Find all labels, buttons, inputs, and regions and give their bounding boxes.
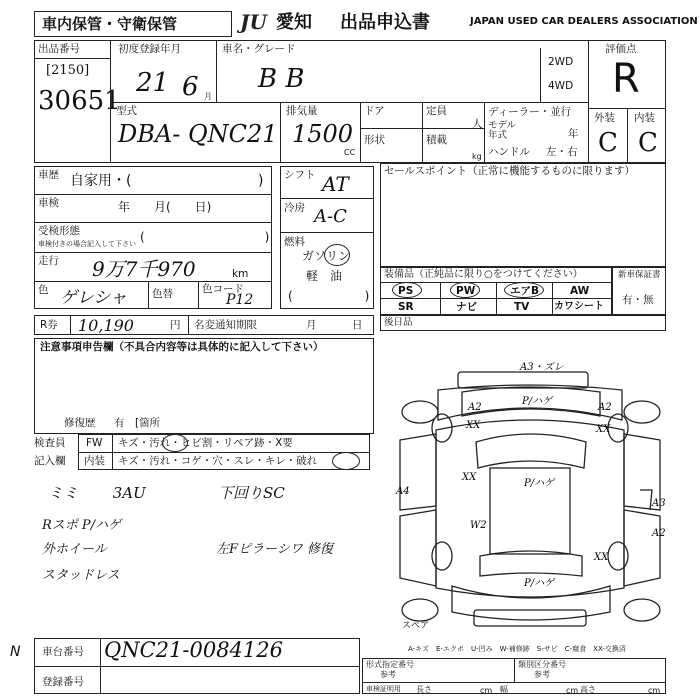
rcoupon-label: R券 (40, 319, 58, 331)
rear-frame (380, 315, 666, 331)
hand-note-4: 外ホイール (42, 542, 107, 557)
first-reg-month: 6 (182, 72, 199, 102)
equip-ps-circle (392, 282, 422, 298)
org-name: 愛知 (276, 12, 312, 33)
displacement-unit: CC (344, 148, 356, 157)
form-title: 出品申込書 (340, 12, 430, 33)
grade-value: B B (258, 64, 305, 94)
repair-opts: 有 [箇所 (114, 417, 161, 429)
recv-form-note: 車検付きの場合記入して下さい (38, 240, 136, 248)
recv-form-label: 受検形態 (38, 225, 80, 237)
exterior-label: 外装 (594, 112, 615, 124)
diag-mark-rear: P/ハゲ (524, 578, 555, 589)
form-spec-ref: 参考 (380, 670, 396, 679)
interior-label: 内装 (634, 112, 655, 124)
history-close: ) (258, 173, 264, 189)
fuel-paren: ( ) (288, 289, 370, 303)
interior-grade: C (638, 128, 658, 158)
tear-circle (332, 452, 360, 470)
capacity-unit: 人 (472, 118, 483, 130)
inspector-row1-tag: FW (86, 437, 103, 449)
fuel-gas: ガソリン (302, 249, 351, 263)
load-label: 積載 (426, 134, 447, 146)
inspection-label: 車検 (38, 197, 59, 209)
sales-point-frame (380, 163, 666, 267)
chassis-label: 車台番号 (42, 646, 84, 658)
diag-mark-a2-right: A2 (598, 402, 612, 413)
ac-value: A-C (314, 206, 347, 227)
height-label: 高さ (580, 685, 596, 694)
displacement-label: 排気量 (286, 105, 318, 117)
height-unit: cm (648, 686, 661, 695)
model-label: 型式 (116, 105, 137, 117)
lot-label: 出品番号 (38, 43, 80, 55)
diag-mark-a3-right: A3 (652, 498, 666, 509)
mileage-unit: km (232, 268, 249, 280)
diag-mark-xx-rear: XX (594, 552, 609, 563)
inspector-label-1: 検査員 (34, 437, 66, 449)
diag-mark-a3: A3・ズレ (520, 362, 564, 373)
damage-legend: A-キズ E-エクボ U-凹み W-補修跡 S-サビ C-腐食 XX-交換済 (408, 645, 626, 653)
mileage-label: 走行 (38, 255, 59, 267)
diag-mark-roof-center: P/ハゲ (524, 478, 555, 489)
drive-4wd: 4WD (548, 80, 574, 92)
handle-label: ハンドル (488, 146, 530, 158)
equip-sr: SR (398, 301, 414, 313)
shift-value: AT (322, 172, 349, 196)
width-label: 幅 (500, 685, 508, 694)
displacement-value: 1500 (292, 120, 354, 148)
dealer-label: ディーラー・並行 (488, 106, 572, 118)
form-spec-label: 形式指定番号 (366, 660, 414, 669)
expiry-month: 月 (306, 319, 317, 331)
fuel-gas-circle (324, 244, 350, 266)
diag-mark-xx-right: XX (596, 424, 611, 435)
diag-mark-a2-rear: A2 (652, 528, 666, 539)
color-value: ゲレシャ (60, 288, 127, 308)
storage-label: 車内保管・守衛保管 (42, 15, 178, 33)
color-change-label: 色替 (152, 288, 173, 300)
evaluation-score: R (612, 56, 640, 102)
stain-circle (162, 434, 188, 452)
inspector-row2-tag: 内装 (84, 455, 105, 467)
color-label: 色 (38, 284, 49, 296)
diag-mark-roof: P/ハゲ (522, 396, 553, 407)
org-english: JAPAN USED CAR DEALERS ASSOCIATION (470, 16, 698, 27)
diag-mark-a2-left: A2 (468, 402, 482, 413)
equip-pw-circle (450, 282, 480, 298)
length-unit: cm (480, 686, 493, 695)
expiry-day: 日 (352, 319, 363, 331)
exterior-grade: C (598, 128, 618, 158)
inspection-date: 年 月( 日) (118, 200, 212, 214)
hand-note-1: ミミ 3AU (48, 484, 146, 502)
spare-label: スペア (402, 621, 430, 631)
car-diagram (390, 350, 670, 635)
model-value: DBA- QNC21 (118, 120, 278, 148)
shift-label: シフト (284, 169, 316, 181)
repair-label: 修復歴 (64, 417, 96, 429)
evaluation-label: 評価点 (605, 43, 637, 55)
equip-navi: ナビ (456, 301, 477, 313)
rcoupon-unit: 円 (170, 319, 181, 331)
diag-mark-a4: A4 (396, 486, 410, 497)
cert-label: 車検証明用 (366, 685, 401, 693)
first-reg-label: 初度登録年月 (118, 43, 181, 55)
rcoupon-value: 10,190 (78, 316, 134, 335)
equip-airbag-circle (504, 282, 544, 298)
warranty-label: 新車保証書 (618, 270, 661, 280)
color-code-label: 色コード (202, 283, 244, 295)
registration-label: 登録番号 (42, 676, 84, 688)
inspector-row2: キズ・汚れ・コゲ・穴・スレ・キレ・破れ (118, 455, 318, 467)
fuel-diesel: 軽 油 (306, 269, 343, 283)
year-unit: 年 (568, 128, 579, 140)
first-reg-year: 21 (136, 68, 170, 98)
equip-aw: AW (570, 285, 590, 297)
expiry-label: 名変通知期限 (194, 319, 257, 331)
ac-label: 冷房 (284, 202, 305, 214)
color-code-value: P12 (226, 292, 254, 308)
equip-pw: PW (456, 285, 476, 297)
hand-note-6: スタッドレス (42, 568, 120, 583)
warranty-opts: 有・無 (622, 294, 654, 306)
fuel-label: 燃料 (284, 236, 305, 248)
shape-label: 形状 (364, 134, 385, 146)
width-unit: cm (566, 686, 579, 695)
hand-note-3: Rスポ P/ハゲ (42, 518, 122, 533)
hand-note-2: 下回りSC (218, 484, 285, 502)
inspector-row1: キズ・汚れ・ヒビ割・リペア跡・X要 (118, 437, 293, 449)
length-label: 長さ (416, 685, 432, 694)
cat-label: 類別区分番号 (518, 660, 566, 669)
diag-mark-w2: W2 (470, 520, 487, 531)
history-label: 車歴 (38, 169, 59, 181)
equip-airbag: エアB (510, 285, 540, 297)
inspector-label-2: 記入欄 (34, 455, 66, 467)
diag-mark-xx-mid: XX (462, 472, 477, 483)
load-unit: kg (472, 152, 482, 161)
notes-label: 注意事項申告欄（不具合内容等は具体的に記入して下さい） (40, 341, 324, 353)
equip-ps: PS (398, 285, 414, 297)
diag-mark-xx-left: XX (466, 420, 481, 431)
rear-label: 後日品 (384, 317, 413, 328)
chassis-value: QNC21-0084126 (104, 638, 284, 662)
model-year-label: モデル 年式 (488, 120, 517, 141)
mileage-value: 9万7千970 (92, 257, 196, 281)
equipment-label: 装備品（正純品に限り○をつけてください） (384, 269, 583, 280)
door-label: ドア (364, 105, 385, 117)
margin-mark: N (10, 644, 21, 660)
lot-number: 30651 (38, 86, 121, 116)
equip-seat: カワシート (554, 301, 604, 312)
hand-note-5: 左Fピラーシワ 修復 (216, 542, 333, 557)
cat-ref: 参考 (534, 670, 550, 679)
grade-label: 車名・グレード (222, 43, 296, 55)
drive-2wd: 2WD (548, 56, 574, 68)
lot-sub-number: [2150] (46, 63, 90, 78)
sales-point-label: セールスポイント（正常に機能するものに限ります） (384, 165, 636, 177)
equip-tv: TV (514, 301, 530, 313)
recv-form-paren: ( ) (140, 230, 270, 244)
ju-logo: JU (240, 10, 267, 34)
first-reg-month-unit: 月 (204, 92, 212, 101)
capacity-label: 定員 (426, 105, 447, 117)
history-value: 自家用・( (70, 173, 132, 189)
handle-lr: 左・右 (546, 146, 578, 158)
